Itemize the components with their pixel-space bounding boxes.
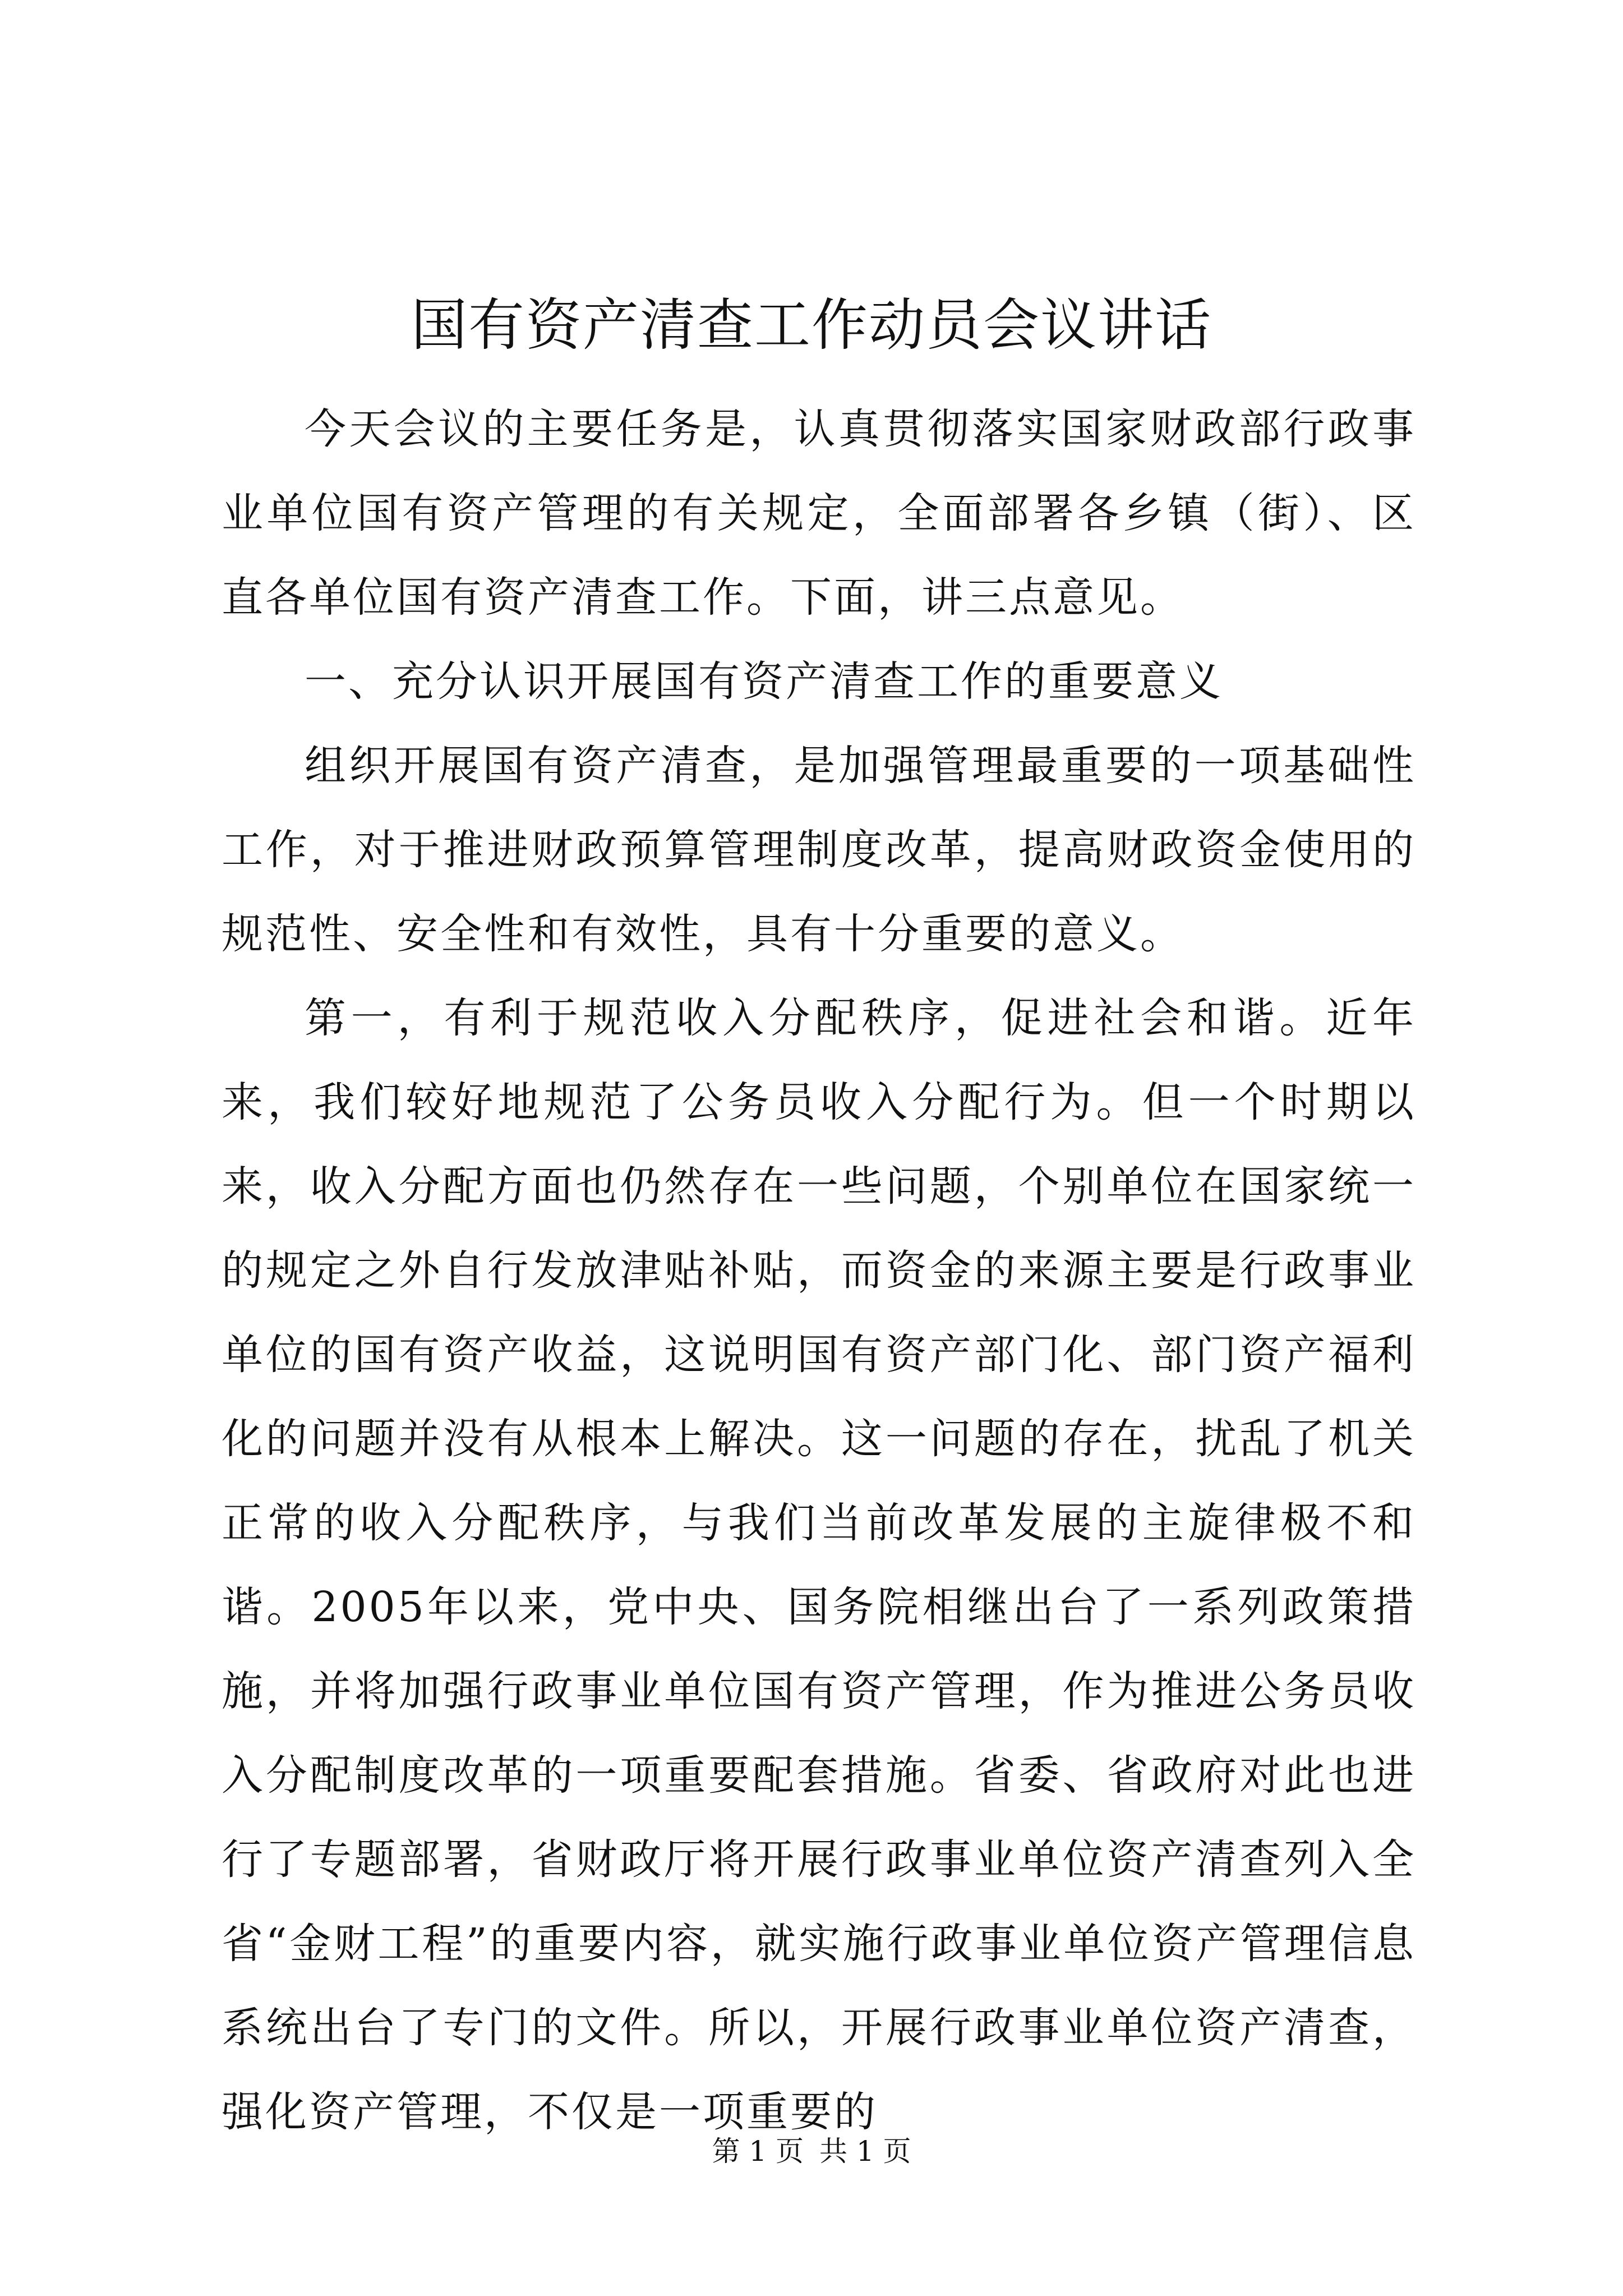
document-body	[222, 387, 1416, 2154]
page-total: 共 1 页	[819, 2135, 911, 2168]
paragraph-first-point: 第一，有利于规范收入分配秩序，促进社会和谐。近年来，我们较好地规范了公务员收入分配行为。但一个时期以来，收入分配方面也仍然存在一些问题，个别单位在国家统一的规定之外自行发放津贴补贴，而资金的来源主要是行政事业单位的国有资产收益，这说明国有资产部门化、部门资产福利化的问题并没有从根本上解决。这一问题的存在，扰乱了机关正常的收入分配秩序，与我们当前改革发展的主旋律极不和谐。2005年以来，党中央、国务院相继出台了一系列政策措施，并将加强行政事业单位国有资产管理，作为推进公务员收入分配制度改革的一项重要配套措施。省委、省政府对此也进行了专题部署，省财政厅将开展行政事业单位资产清查列入全省“金财工程”的重要内容，就实施行政事业单位资产管理信息系统出台了专门的文件。所以，开展行政事业单位资产清查，强化资产管理，不仅是一项重要的	[222, 994, 1416, 2136]
page-number: 第 1 页	[712, 2135, 804, 2168]
paragraph-significance: 组织开展国有资产清查，是加强管理最重要的一项基础性工作，对于推进财政预算管理制度改革，提高财政资金使用的规范性、安全性和有效性，具有十分重要的意义。	[222, 742, 1416, 958]
paragraph-intro: 今天会议的主要任务是，认真贯彻落实国家财政部行政事业单位国有资产管理的有关规定，全面部署各乡镇（街）、区直各单位国有资产清查工作。下面，讲三点意见。	[222, 405, 1416, 622]
paragraph-section-heading: 一、充分认识开展国有资产清查工作的重要意义	[305, 657, 1223, 706]
page-footer	[0, 2132, 1623, 2171]
document-title: 国有资产清查工作动员会议讲话	[411, 292, 1212, 358]
